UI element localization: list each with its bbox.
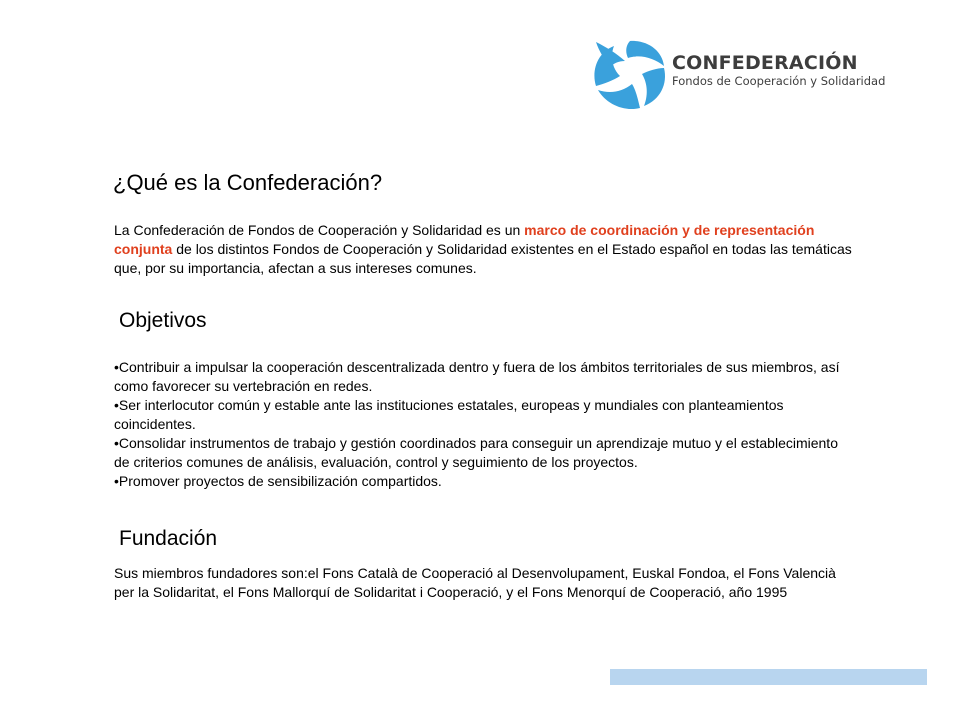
foundation-paragraph: Sus miembros fundadores son:el Fons Català de Cooperació al Desenvolupament, Euskal Fondoa, el Fons Valencià per la Solidaritat, el Fons Mallorquí de Solidaritat i Cooperació, y el Fons Menorquí de Cooperació, año 1995: [114, 565, 836, 600]
intro-heading: ¿Qué es la Confederación?: [113, 170, 383, 195]
intro-text-after: de los distintos Fondos de Cooperación y Solidaridad existentes en el Estado español en todas las temáticas que, por su importancia, afectan a sus intereses comunes.: [114, 241, 852, 276]
objectives-list: [114, 358, 854, 491]
intro-highlight: marco de coordinación y de representación conjunta: [114, 222, 815, 257]
confederacion-logo: [592, 38, 886, 108]
list-item: •Ser interlocutor común y estable ante las instituciones estatales, europeas y mundiales con planteamientos coincidentes.: [114, 397, 784, 432]
intro-paragraph: [114, 221, 854, 278]
logo-title: CONFEDERACIÓN: [672, 52, 858, 74]
logo-subtitle: Fondos de Cooperación y Solidaridad: [672, 74, 886, 88]
foundation-heading: Fundación: [119, 527, 218, 550]
list-item: •Contribuir a impulsar la cooperación descentralizada dentro y fuera de los ámbitos territoriales de sus miembros, así como favorecer su vertebración en redes.: [114, 359, 840, 394]
confederacion-logo-icon: [592, 38, 668, 110]
objectives-heading: Objetivos: [119, 309, 207, 332]
list-item: •Promover proyectos de sensibilización compartidos.: [114, 473, 442, 489]
list-item: •Consolidar instrumentos de trabajo y gestión coordinados para conseguir un aprendizaje mutuo y el establecimiento de criterios comunes de análisis, evaluación, control y seguimiento de los proyectos.: [114, 435, 838, 470]
intro-text-before: La Confederación de Fondos de Cooperación y Solidaridad es un: [114, 222, 525, 238]
accent-bar: [610, 669, 927, 685]
